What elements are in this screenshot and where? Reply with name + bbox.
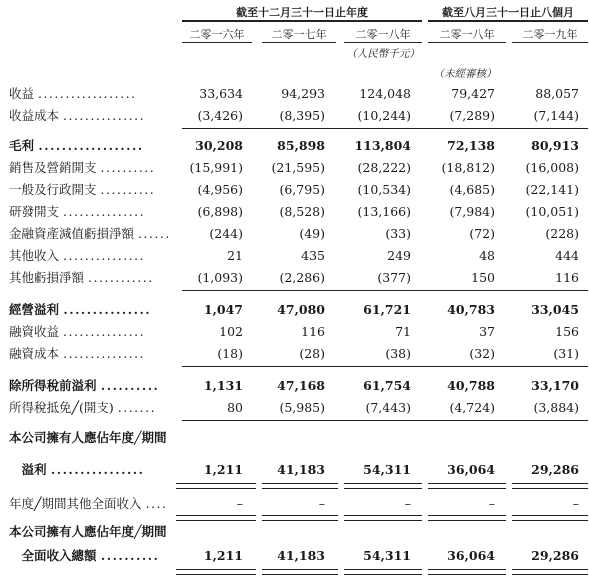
- double-rule: [512, 569, 588, 575]
- year-header-2019-8m: 二零一九年: [522, 28, 578, 41]
- cell-2018: 61,721: [363, 302, 411, 317]
- table-row-income-tax: [0, 398, 589, 418]
- cell-2016: (18): [217, 346, 243, 361]
- year-header-2018-8m: 二零一八年: [439, 28, 495, 41]
- cell-2017: (49): [299, 226, 325, 241]
- table-row-profit-before-tax: [0, 376, 589, 396]
- row-label: 全面收入總額 ..........: [9, 548, 160, 563]
- cell-2018-8m: 48: [479, 248, 495, 263]
- cell-2016: (15,991): [189, 160, 243, 175]
- row-label: 收益成本 ...............: [9, 108, 146, 123]
- year-header-2017: 二零一七年: [271, 28, 327, 41]
- cell-2016: (1,093): [197, 270, 243, 285]
- cell-2016: –: [236, 496, 243, 511]
- row-label: 溢利 ................: [9, 462, 145, 477]
- cell-2019-8m: (16,008): [525, 160, 579, 175]
- double-rule: [176, 569, 256, 575]
- cell-2019-8m: 33,045: [531, 302, 579, 317]
- cell-2018: 61,754: [363, 378, 411, 393]
- cell-2017: (21,595): [271, 160, 325, 175]
- cell-2017: 94,293: [281, 86, 325, 101]
- row-label: 收益 ..................: [9, 86, 137, 101]
- table-row-cost-of-revenue: [0, 106, 589, 126]
- table-row-other-comprehensive-income: [0, 494, 589, 514]
- cell-2017: (6,795): [279, 182, 325, 197]
- cell-2018: (377): [377, 270, 411, 285]
- table-row-gross-profit: [0, 136, 589, 156]
- double-rule: [176, 483, 256, 489]
- cell-2017: 41,183: [277, 548, 325, 563]
- subtotal-rule: [182, 290, 588, 291]
- cell-2019-8m: (228): [545, 226, 579, 241]
- cell-2018: (10,534): [357, 182, 411, 197]
- row-label: 金融資產減值虧損淨額 ......: [9, 226, 171, 241]
- cell-2017: (8,395): [279, 108, 325, 123]
- table-row-selling-expenses: [0, 158, 589, 178]
- cell-2018-8m: 36,064: [447, 462, 495, 477]
- row-label: 一般及行政開支 ..........: [9, 182, 156, 197]
- cell-2018: 249: [387, 248, 411, 263]
- table-row-revenue: [0, 84, 589, 104]
- cell-2018-8m: (4,685): [449, 182, 495, 197]
- subtotal-rule: [182, 128, 588, 129]
- subtotal-rule: [182, 420, 588, 421]
- cell-2018: –: [404, 496, 411, 511]
- cell-2019-8m: 29,286: [531, 548, 579, 563]
- row-label: 融資收益 ...............: [9, 324, 146, 339]
- cell-2018: 124,048: [359, 86, 411, 101]
- cell-2017: 435: [301, 248, 325, 263]
- cell-2017: 47,168: [277, 378, 325, 393]
- cell-2019-8m: (7,144): [533, 108, 579, 123]
- double-rule: [428, 569, 506, 575]
- cell-2018-8m: (4,724): [449, 400, 495, 415]
- year-rule: [344, 42, 422, 43]
- cell-2018-8m: (18,812): [441, 160, 495, 175]
- cell-2016: (244): [209, 226, 243, 241]
- double-rule: [512, 483, 588, 489]
- table-row-profit-attributable-heading: [0, 428, 589, 448]
- cell-2019-8m: (10,051): [525, 204, 579, 219]
- cell-2018-8m: 40,783: [447, 302, 495, 317]
- cell-2016: 1,047: [203, 302, 243, 317]
- cell-2016: 80: [227, 400, 243, 415]
- row-label: 研發開支 ...............: [9, 204, 146, 219]
- cell-2019-8m: 88,057: [535, 86, 579, 101]
- row-label: 所得稅抵免╱(開支) .......: [9, 400, 157, 415]
- cell-2019-8m: (22,141): [525, 182, 579, 197]
- header-group-years-ended: 截至十二月三十一日止年度: [236, 6, 368, 19]
- cell-2018-8m: 150: [471, 270, 495, 285]
- row-label: 年度╱期間其他全面收入 ....: [9, 496, 168, 511]
- cell-2018-8m: (7,289): [449, 108, 495, 123]
- cell-2017: –: [318, 496, 325, 511]
- cell-2017: 116: [301, 324, 325, 339]
- table-row-impairment-losses: [0, 224, 589, 244]
- cell-2016: 30,208: [195, 138, 243, 153]
- cell-2018: 54,311: [363, 462, 411, 477]
- cell-2016: (6,898): [197, 204, 243, 219]
- table-row-total-comprehensive-income: [0, 546, 589, 566]
- cell-2018: 113,804: [354, 138, 411, 153]
- row-label: 銷售及營銷開支 ..........: [9, 160, 156, 175]
- subtotal-rule: [182, 366, 588, 367]
- cell-2018-8m: 37: [479, 324, 495, 339]
- table-row-admin-expenses: [0, 180, 589, 200]
- cell-2016: 21: [227, 248, 243, 263]
- cell-2018: (13,166): [357, 204, 411, 219]
- cell-2016: 102: [219, 324, 243, 339]
- cell-2018-8m: (72): [469, 226, 495, 241]
- cell-2018: (7,443): [365, 400, 411, 415]
- double-rule: [262, 569, 338, 575]
- cell-2018: 71: [395, 324, 411, 339]
- row-label: 除所得稅前溢利 ..........: [9, 378, 160, 393]
- year-header-2016: 二零一六年: [189, 28, 245, 41]
- cell-2018-8m: 72,138: [447, 138, 495, 153]
- cell-2017: (2,286): [279, 270, 325, 285]
- table-row-profit-attributable: [0, 460, 589, 480]
- cell-2018-8m: 36,064: [447, 548, 495, 563]
- cell-2017: (28): [299, 346, 325, 361]
- year-rule: [182, 42, 252, 43]
- table-row-other-income: [0, 246, 589, 266]
- cell-2019-8m: –: [572, 496, 579, 511]
- cell-2018: 54,311: [363, 548, 411, 563]
- year-rule: [262, 42, 336, 43]
- double-rule: [428, 515, 506, 521]
- cell-2018: (28,222): [357, 160, 411, 175]
- cell-2018: (33): [385, 226, 411, 241]
- cell-2016: 1,211: [203, 462, 243, 477]
- row-label: 經營溢利 ...............: [9, 302, 152, 317]
- table-row-other-losses: [0, 268, 589, 288]
- row-label: 本公司擁有人應佔年度╱期間: [9, 430, 167, 445]
- cell-2019-8m: 116: [555, 270, 579, 285]
- row-label: 其他收入 ...............: [9, 248, 146, 263]
- table-row-finance-costs: [0, 344, 589, 364]
- cell-2019-8m: 156: [555, 324, 579, 339]
- header-group1-rule: [182, 20, 422, 22]
- double-rule: [344, 515, 422, 521]
- cell-2016: 1,131: [203, 378, 243, 393]
- cell-2017: (8,528): [279, 204, 325, 219]
- cell-2018-8m: –: [488, 496, 495, 511]
- cell-2019-8m: (31): [553, 346, 579, 361]
- cell-2016: (4,956): [197, 182, 243, 197]
- cell-2018-8m: 79,427: [451, 86, 495, 101]
- table-row-total-comprehensive-heading: [0, 522, 589, 542]
- row-label: 融資成本 ...............: [9, 346, 146, 361]
- header-group2-rule: [428, 20, 588, 22]
- cell-2016: 1,211: [203, 548, 243, 563]
- cell-2017: 47,080: [277, 302, 325, 317]
- row-label: 其他虧損淨額 ............: [9, 270, 154, 285]
- double-rule: [512, 515, 588, 521]
- double-rule: [176, 515, 256, 521]
- table-row-finance-income: [0, 322, 589, 342]
- double-rule: [344, 569, 422, 575]
- row-label: 毛利 ..................: [9, 138, 144, 153]
- cell-2017: (5,985): [279, 400, 325, 415]
- year-rule: [428, 42, 506, 43]
- cell-2018: (38): [385, 346, 411, 361]
- cell-2019-8m: 80,913: [531, 138, 579, 153]
- double-rule: [262, 483, 338, 489]
- cell-2018: (10,244): [357, 108, 411, 123]
- cell-2018-8m: (7,984): [449, 204, 495, 219]
- cell-2016: 33,634: [199, 86, 243, 101]
- table-row-rnd-expenses: [0, 202, 589, 222]
- year-header-2018: 二零一八年: [355, 28, 411, 41]
- row-label: 本公司擁有人應佔年度╱期間: [9, 524, 167, 539]
- cell-2018-8m: 40,788: [447, 378, 495, 393]
- unit-note: （人民幣千元）: [346, 48, 420, 60]
- cell-2019-8m: 33,170: [531, 378, 579, 393]
- cell-2017: 85,898: [277, 138, 325, 153]
- table-row-operating-profit: [0, 300, 589, 320]
- double-rule: [344, 483, 422, 489]
- year-rule: [512, 42, 588, 43]
- cell-2016: (3,426): [197, 108, 243, 123]
- double-rule: [262, 515, 338, 521]
- header-group-eight-months: 截至八月三十一日止八個月: [442, 6, 574, 19]
- double-rule: [428, 483, 506, 489]
- cell-2017: 41,183: [277, 462, 325, 477]
- cell-2019-8m: 29,286: [531, 462, 579, 477]
- unaudited-note: （未經審核）: [433, 68, 497, 80]
- cell-2019-8m: (3,884): [533, 400, 579, 415]
- cell-2019-8m: 444: [555, 248, 579, 263]
- cell-2018-8m: (32): [469, 346, 495, 361]
